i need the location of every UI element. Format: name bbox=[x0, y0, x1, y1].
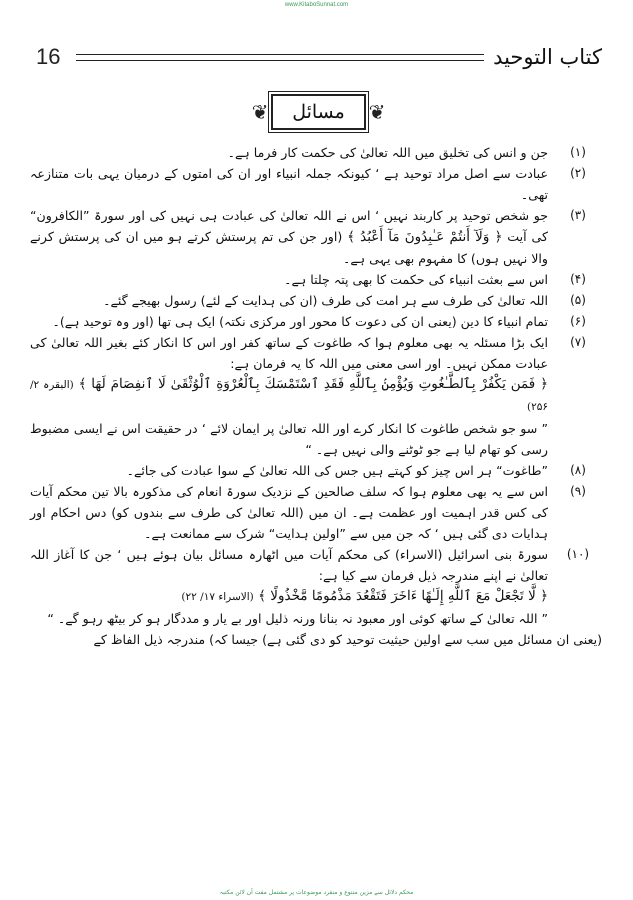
item-number: (۷) bbox=[570, 335, 586, 349]
section-heading-frame bbox=[251, 90, 386, 134]
list-item bbox=[30, 269, 602, 290]
item-text: عبادت سے اصل مراد توحید ہے ‘ کیونکہ جملہ انبیاء اور ان کی امتوں کے درمیان یہی بات متنازعہ تھی۔ bbox=[30, 166, 548, 202]
item-number: (۴) bbox=[570, 272, 586, 286]
item-number: (۵) bbox=[570, 293, 586, 307]
issues-list bbox=[30, 142, 602, 650]
item-text: اس سے بعثت انبیاء کی حکمت کا بھی پتہ چلتا ہے۔ bbox=[284, 272, 548, 287]
item-text: ”طاغوت“ ہر اس چیز کو کہتے ہیں جس کی اللہ تعالیٰ کے سوا عبادت کی جائے۔ bbox=[126, 463, 548, 478]
item-number: (۶) bbox=[570, 314, 586, 328]
header-rule bbox=[76, 54, 484, 61]
item-text: اللہ تعالیٰ کی طرف سے ہر امت کی طرف (ان کی ہدایت کے لئے) رسول بھیجے گئے۔ bbox=[103, 293, 548, 308]
quran-verse-text: ﴿ لَّا تَجْعَلْ مَعَ ٱللَّهِ إِلَـٰهًا ءَاخَرَ فَتَقْعُدَ مَذْمُومًا مَّخْذُولًا ﴾ bbox=[258, 588, 548, 604]
item-text: (یعنی ان مسائل میں سب سے اولین حیثیت توحید کو دی گئی ہے) جیسا کہ) مندرجہ ذیل الفاظ کے bbox=[93, 632, 602, 647]
flourish-ornament-icon: ❦ bbox=[251, 100, 269, 124]
item-text: ایک بڑا مسئلہ یہ بھی معلوم ہوا کہ طاغوت کے ساتھ کفر اور اس کا انکار کئے بغیر اللہ تعالیٰ کی عبادت ممکن نہیں۔ اور اسی معنی میں اللہ کا یہ فرمان ہے: bbox=[30, 335, 548, 371]
item-text: اس سے یہ بھی معلوم ہوا کہ سلف صالحین کے نزدیک سورۃ انعام کی مذکورہ بالا تین محکم آیات کی کس قدر اہمیت اور عظمت ہے۔ ان میں (اللہ تعالیٰ کی طرف سے بندوں کو) دس احکام اور ہدایات دی گئی ہیں ‘ کہ جن میں سے ”اولین ہدایت“ شرک سے ممانعت ہے۔ bbox=[30, 484, 548, 541]
item-text: تمام انبیاء کا دین (یعنی ان کی دعوت کا محور اور مرکزی نکتہ) ایک ہی تھا (اور وہ توحید ہے)۔ bbox=[52, 314, 548, 329]
list-item bbox=[30, 290, 602, 311]
translation-text: ” اللہ تعالیٰ کے ساتھ کوئی اور معبود نہ بنانا ورنہ ذلیل اور بے یار و مددگار ہو کر بیٹھ رہو گے۔ “ bbox=[47, 611, 548, 626]
book-title: کتاب التوحید bbox=[493, 45, 602, 69]
section-heading-box bbox=[271, 94, 366, 130]
section-title: مسائل bbox=[292, 101, 345, 123]
item-number: (۲) bbox=[570, 166, 586, 180]
item-number: (۹) bbox=[570, 484, 586, 498]
list-item bbox=[30, 311, 602, 332]
quran-verse bbox=[30, 374, 548, 418]
quran-verse bbox=[30, 586, 548, 608]
list-item bbox=[30, 142, 602, 163]
list-item bbox=[30, 544, 602, 629]
continuation-paragraph bbox=[30, 629, 602, 650]
item-text: سورۃ بنی اسرائیل (الاسراء) کی محکم آیات میں اٹھارہ مسائل بیان ہوئے ہیں ‘ جن کا آغاز اللہ تعالیٰ نے اپنے مندرجہ ذیل فرمان سے کیا ہے: bbox=[30, 547, 548, 583]
list-item bbox=[30, 460, 602, 481]
item-number: (۱۰) bbox=[566, 547, 590, 561]
item-number: (۳) bbox=[570, 208, 586, 222]
item-number: (۱) bbox=[570, 145, 586, 159]
list-item bbox=[30, 205, 602, 269]
footer-note: محکم دلائل سے مزین متنوع و منفرد موضوعات پر مشتمل مفت آن لائن مکتبہ bbox=[219, 889, 414, 896]
item-number: (۸) bbox=[570, 463, 586, 477]
verse-reference: (الاسراء ۱۷/ ۲۲) bbox=[181, 591, 254, 603]
source-url: www.KitaboSunnat.com bbox=[284, 2, 349, 8]
list-item bbox=[30, 481, 602, 544]
page-number: 16 bbox=[36, 44, 61, 69]
quran-verse: ﴿ وَلَآ أَنتُمْ عَـٰبِدُونَ مَآ أَعْبُدُ ﴾ bbox=[347, 229, 503, 245]
item-text bbox=[30, 205, 548, 269]
item-text-part: جو شخص توحید پر کاربند نہیں ‘ اس نے اللہ تعالیٰ کی عبادت ہی نہیں کی اور سورۃ ”الکافرون“ کی آیت bbox=[30, 208, 548, 244]
item-text-part: (اور جن کی تم پرستش کرتے ہو میں ان کی پرستش کرنے والا نہیں ہوں) کا مفہوم بھی یہی ہے۔ bbox=[30, 229, 548, 266]
quran-verse-text: ﴿ فَمَن يَكْفُرْ بِٱلطَّـٰغُوتِ وَيُؤْمِنۢ بِٱللَّهِ فَقَدِ ٱسْتَمْسَكَ بِٱلْعُرْوَةِ ٱلْوُثْقَىٰ لَا ٱنفِصَامَ لَهَا ﴾ bbox=[78, 376, 549, 392]
list-item bbox=[30, 163, 602, 205]
verse-reference: (البقرہ ۲/ ۲۵۶) bbox=[30, 379, 548, 413]
list-item bbox=[30, 332, 602, 460]
page-header bbox=[36, 42, 602, 72]
translation-text: ” سو جو شخص طاغوت کا انکار کرے اور اللہ تعالیٰ پر ایمان لائے ‘ در حقیقت اس نے ایسی مضبوط رسی کو تھام لیا ہے جو ٹوٹنے والی نہیں ہے۔ “ bbox=[30, 421, 548, 457]
item-text: جن و انس کی تخلیق میں اللہ تعالیٰ کی حکمت کار فرما ہے۔ bbox=[227, 145, 548, 160]
flourish-ornament-icon: ❦ bbox=[368, 100, 386, 124]
